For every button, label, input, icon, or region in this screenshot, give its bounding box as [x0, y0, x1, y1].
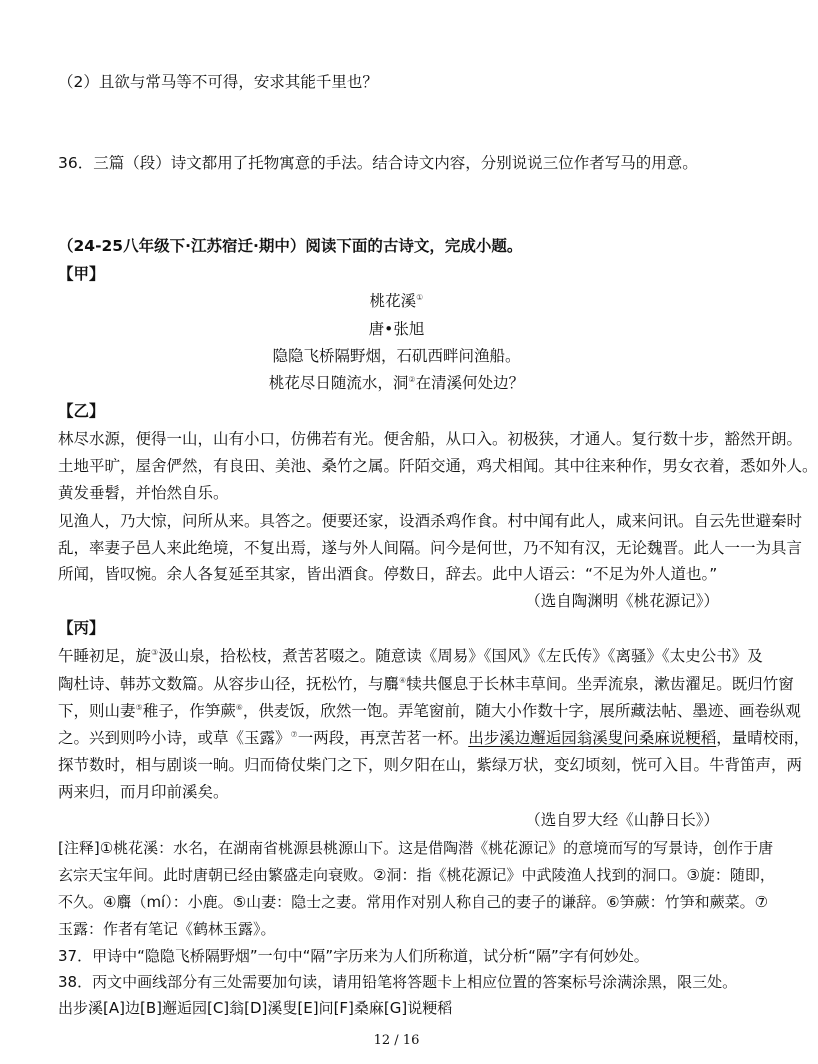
yi-line-4: 见渔人，乃大惊，问所从来。具答之。便要还家，设酒杀鸡作食。村中闻有此人，咸来问讯。自云先世避秦时 — [58, 512, 803, 530]
question-35-2: （2）且欲与常马等不可得，安求其能千里也？ — [58, 73, 378, 91]
note-line-3: 不久。④麛（mí）：小鹿。⑤山妻：隐士之妻。常用作对别人称自己的妻子的谦辞。⑥笋蕨：竹笋和蕨菜。⑦ — [58, 893, 769, 911]
question-38: 38．丙文中画线部分有三处需要加句读，请用铅笔将答题卡上相应位置的答案标号涂满涂黑，限三处。 — [58, 973, 738, 991]
yi-line-2: 土地平旷，屋舍俨然，有良田、美池、桑竹之属。阡陌交通，鸡犬相闻。其中往来种作，男女衣着，悉如外人。 — [58, 457, 818, 475]
question-38-options: 出步溪[A]边[B]邂逅园[C]翁[D]溪叟[E]问[F]桑麻[G]说粳稻 — [58, 999, 453, 1017]
footnote-mark: ⑤ — [135, 702, 143, 712]
question-37: 37．甲诗中“隐隐飞桥隔野烟”一句中“隔”字历来为人们所称道，试分析“隔”字有何妙处。 — [58, 947, 649, 965]
note-line-2: 玄宗天宝年间。此时唐朝已经由繁盛走向衰败。②洞：指《桃花源记》中武陵渔人找到的洞口。③旋：随即， — [58, 866, 775, 884]
bing-line-4: 之。兴到则吟小诗，或草《玉露》⑦一两段，再烹苦茗一杯。出步溪边邂逅园翁溪叟问桑麻说粳稻，量晴校雨， — [58, 729, 810, 747]
poem-title: 桃花溪① — [369, 292, 424, 310]
poem-line-2: 桃花尽日随流水，洞②在清溪何处边？ — [268, 374, 525, 392]
bing-line-5: 探节数时，相与剧谈一晌。归而倚仗柴门之下，则夕阳在山，紫绿万状，变幻顷刻，恍可入目。牛背笛声，两 — [58, 756, 803, 774]
yi-line-6: 所闻，皆叹惋。余人各复延至其家，皆出酒食。停数日，辞去。此中人语云：“不足为外人道也。” — [58, 565, 718, 583]
yi-line-3: 黄发垂髫，并怡然自乐。 — [58, 484, 229, 502]
footnote-mark: ① — [416, 292, 424, 302]
footnote-mark: ④ — [399, 675, 407, 685]
note-line-1: [注释]①桃花溪：水名，在湖南省桃源县桃源山下。这是借陶潜《桃花源记》的意境而写的写景诗，创作于唐 — [58, 839, 774, 857]
page-number: 12 / 16 — [373, 1033, 420, 1048]
poem-author: 唐•张旭 — [368, 320, 425, 338]
bing-source: （选自罗大经《山静日长》） — [525, 811, 719, 829]
yi-line-1: 林尽水源，便得一山，山有小口，仿佛若有光。便舍船，从口入。初极狭，才通人。复行数十步，豁然开朗。 — [58, 430, 803, 448]
question-36: 36．三篇（段）诗文都用了托物寓意的手法。结合诗文内容，分别说说三位作者写马的用意。 — [58, 154, 698, 172]
bing-line-6: 两来归，而月印前溪矣。 — [58, 783, 229, 801]
label-yi: 【乙】 — [58, 402, 105, 420]
poem-line-1: 隐隐飞桥隔野烟，石矶西畔问渔船。 — [272, 347, 521, 365]
note-line-4: 玉露：作者有笔记《鹤林玉露》。 — [58, 920, 276, 938]
footnote-mark: ② — [408, 374, 416, 384]
section-header: （24-25八年级下·江苏宿迁·期中）阅读下面的古诗文，完成小题。 — [58, 237, 523, 255]
yi-source: （选自陶渊明《桃花源记》） — [525, 592, 719, 610]
bing-line-2: 陶杜诗、韩苏文数篇。从容步山径，抚松竹，与麛④犊共偃息于长林丰草间。坐弄流泉，漱齿濯足。既归竹窗 — [58, 675, 794, 693]
underlined-passage: 出步溪边邂逅园翁溪叟问桑麻说粳稻 — [468, 729, 717, 747]
yi-line-5: 乱，率妻子邑人来此绝境，不复出焉，遂与外人间隔。问今是何世，乃不知有汉，无论魏晋。此人一一为具言 — [58, 539, 803, 557]
bing-line-1: 午睡初足，旋③汲山泉，拾松枝，煮苦茗啜之。随意读《周易》《国风》《左氏传》《离骚》《太史公书》及 — [58, 647, 763, 665]
bing-line-3: 下，则山妻⑤稚子，作笋蕨⑥，供麦饭，欣然一饱。弄笔窗前，随大小作数十字，展所藏法帖、墨迹、画卷纵观 — [58, 702, 801, 720]
footnote-mark: ③ — [151, 647, 159, 657]
footnote-mark: ⑥ — [235, 702, 243, 712]
footnote-mark: ⑦ — [290, 729, 298, 739]
label-jia: 【甲】 — [58, 265, 105, 283]
label-bing: 【丙】 — [58, 619, 105, 637]
